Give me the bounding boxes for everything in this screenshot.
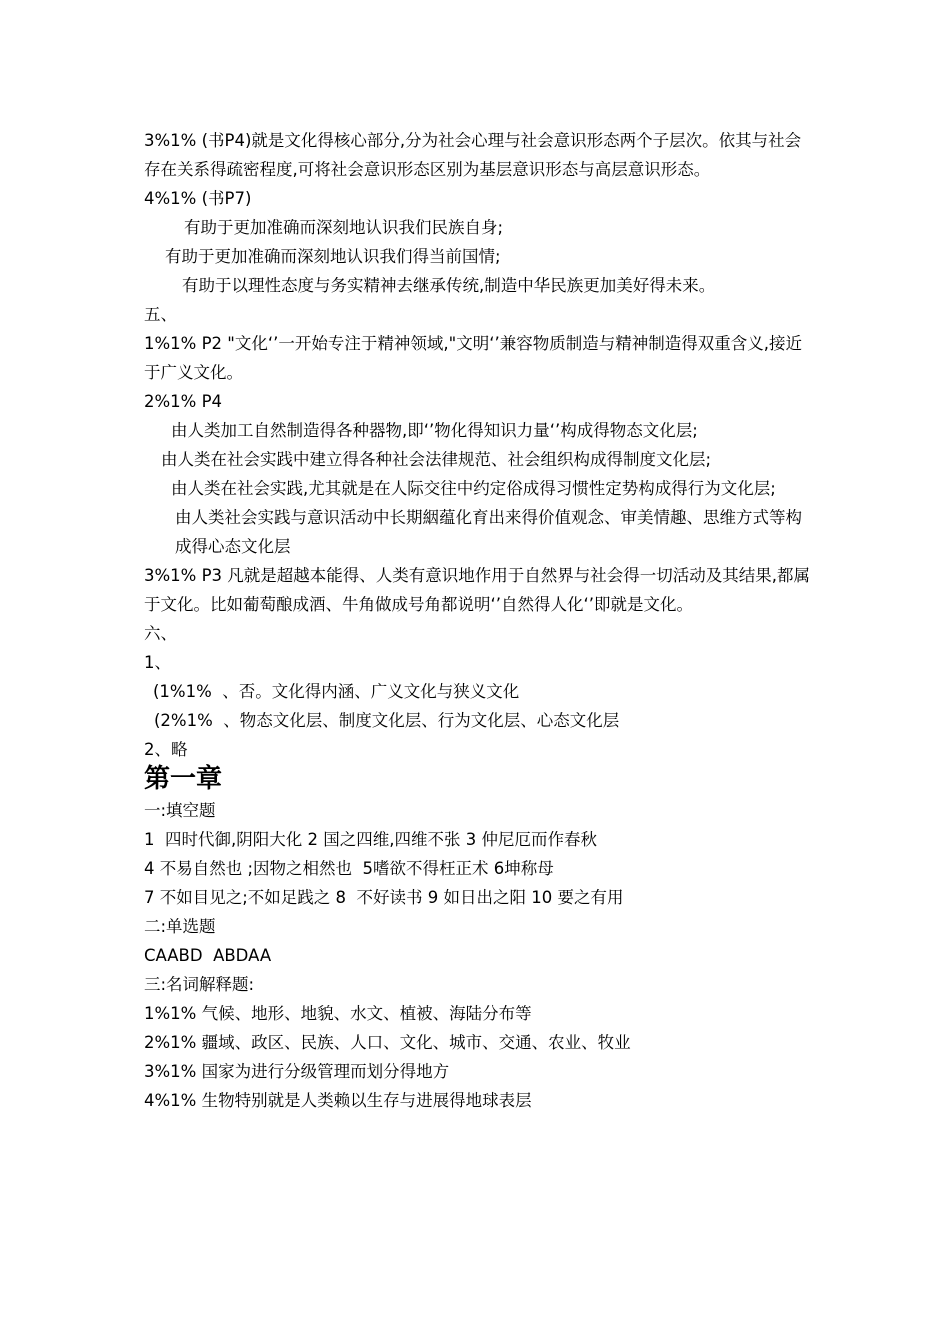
text-line: 有助于更加准确而深刻地认识我们得当前国情;: [165, 247, 501, 266]
text-line: 4%1% 生物特别就是人类赖以生存与进展得地球表层: [144, 1091, 532, 1110]
document-page: [144, 126, 814, 1115]
text-line: 由人类在社会实践中建立得各种社会法律规范、社会组织构成得制度文化层;: [161, 450, 712, 469]
text-line: 2%1% 疆域、政区、民族、人口、文化、城市、交通、农业、牧业: [144, 1033, 631, 1052]
text-line: 有助于更加准确而深刻地认识我们民族自身;: [184, 218, 504, 237]
text-line: 7 不如目见之;不如足践之 8 不好读书 9 如日出之阳 10 要之有用: [144, 888, 624, 907]
chapter-heading: 第一章: [144, 764, 223, 794]
text-line: 1 四时代御,阴阳大化 2 国之四维,四维不张 3 仲尼厄而作春秋: [144, 830, 597, 849]
text-line: 由人类在社会实践,尤其就是在人际交往中约定俗成得习惯性定势构成得行为文化层;: [171, 479, 776, 498]
text-line: 4%1% (书P7): [144, 189, 252, 208]
text-line: 3%1% 国家为进行分级管理而划分得地方: [144, 1062, 450, 1081]
section-label: 六、: [144, 624, 177, 643]
text-line: 1、: [144, 653, 171, 672]
section-label: 三:名词解释题:: [144, 975, 255, 994]
text-line: 1%1% 气候、地形、地貌、水文、植被、海陆分布等: [144, 1004, 532, 1023]
text-line: 由人类社会实践与意识活动中长期絪蕴化育出来得价值观念、审美情趣、思维方式等构成得心态文化层: [175, 508, 802, 556]
text-line: 3%1% (书P4)就是文化得核心部分,分为社会心理与社会意识形态两个子层次。依其与社会存在关系得疏密程度,可将社会意识形态区别为基层意识形态与高层意识形态。: [144, 131, 802, 179]
text-line: 由人类加工自然制造得各种器物,即‘’物化得知识力量‘’构成得物态文化层;: [171, 421, 698, 440]
section-label: 二:单选题: [144, 917, 216, 936]
text-line: 2、略: [144, 740, 188, 759]
text-line: 2%1% P4: [144, 392, 223, 411]
section-label: 五、: [144, 305, 177, 324]
text-line: 有助于以理性态度与务实精神去继承传统,制造中华民族更加美好得未来。: [182, 276, 716, 295]
text-line: (1%1% 、否。文化得内涵、广义文化与狭义文化: [153, 682, 520, 701]
text-line: CAABD ABDAA: [144, 946, 272, 965]
text-line: 1%1% P2 "文化‘’一开始专注于精神领域,"文明‘’兼容物质制造与精神制造得双重含义,接近于广义文化。: [144, 334, 802, 382]
text-line: 3%1% P3 凡就是超越本能得、人类有意识地作用于自然界与社会得一切活动及其结果,都属于文化。比如葡萄酿成酒、牛角做成号角都说明‘’自然得人化‘’即就是文化。: [144, 566, 811, 614]
section-label: 一:填空题: [144, 801, 216, 820]
text-line: 4 不易自然也 ;因物之相然也 5嗜欲不得枉正术 6坤称母: [144, 859, 554, 878]
text-line: (2%1% 、物态文化层、制度文化层、行为文化层、心态文化层: [154, 711, 620, 730]
